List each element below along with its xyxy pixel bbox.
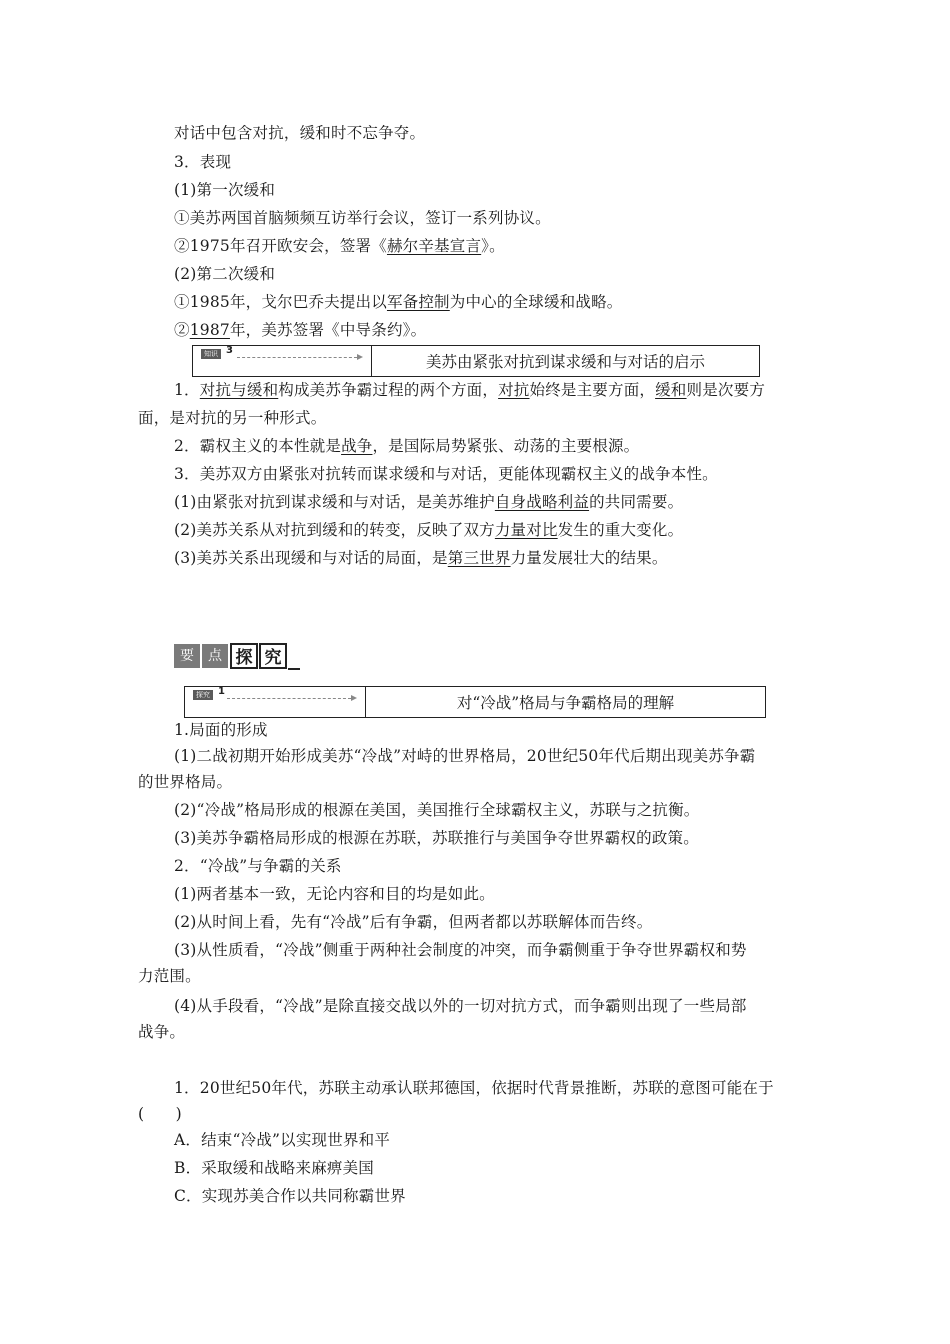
text-span: ②1975年召开欧安会，签署《 (174, 237, 387, 255)
option-c: C．实现苏美合作以共同称霸世界 (174, 1187, 406, 1205)
blank-answer: 1987 (189, 321, 230, 339)
text-line: 战争。 (138, 1023, 186, 1041)
text-line (174, 520, 854, 540)
blank-answer: 自身战略利益 (494, 493, 590, 511)
text-line (174, 292, 854, 312)
text-line: (1)两者基本一致，无论内容和目的均是如此。 (174, 885, 495, 903)
blank-answer: 力量对比 (494, 521, 558, 539)
text-span: 为中心的全球缓和战略。 (449, 293, 623, 311)
blank-answer: 军备控制 (386, 293, 450, 311)
exercise-question: 1．20世纪50年代，苏联主动承认联邦德国，依据时代背景推断，苏联的意图可能在于 (174, 1079, 774, 1097)
text-span: 2．霸权主义的本性就是 (174, 437, 342, 455)
heading-2: 2．“冷战”与争霸的关系 (174, 857, 342, 875)
text-span: 始终是主要方面， (529, 381, 656, 399)
blank-answer: 对抗 (498, 381, 530, 399)
text-span: 构成美苏争霸过程的两个方面， (278, 381, 499, 399)
section-heading (174, 642, 300, 670)
text-line: (3)美苏争霸格局形成的根源在苏联，苏联推行与美国争夺世界霸权的政策。 (174, 829, 699, 847)
text-line: (3)从性质看，“冷战”侧重于两种社会制度的冲突，而争霸侧重于争夺世界霸权和势 (174, 941, 747, 959)
section-char: 探 (230, 643, 258, 669)
section-char: 点 (202, 644, 228, 668)
explore-tag-cell (185, 687, 366, 717)
text-line (174, 320, 854, 340)
explore-title: 对“冷战”格局与争霸格局的理解 (456, 694, 675, 712)
text-line (174, 436, 854, 456)
knowledge-title: 美苏由紧张对抗到谋求缓和与对话的启示 (425, 353, 705, 371)
text-span: (3)美苏关系出现缓和与对话的局面，是 (174, 549, 448, 567)
text-line: 3．美苏双方由紧张对抗转而谋求缓和与对话，更能体现霸权主义的战争本性。 (174, 465, 718, 483)
text-line (174, 380, 854, 400)
text-line: (2)从时间上看，先有“冷战”后有争霸，但两者都以苏联解体而告终。 (174, 913, 653, 931)
text-line (174, 492, 854, 512)
section-char: 要 (174, 644, 200, 668)
blank-answer: 缓和 (655, 381, 687, 399)
knowledge-number: 3 (226, 345, 233, 356)
text-span: 力量发展壮大的结果。 (510, 549, 668, 567)
blank-answer: 对抗与缓和 (199, 381, 279, 399)
heading-3: 3．表现 (174, 153, 232, 171)
heading-1: 1.局面的形成 (174, 721, 268, 739)
text-span: 》。 (481, 237, 505, 255)
text-span: (2)美苏关系从对抗到缓和的转变，反映了双方 (174, 521, 495, 539)
text-span: ①1985年，戈尔巴乔夫提出以 (174, 293, 387, 311)
text-line: 力范围。 (138, 967, 201, 985)
option-a: A．结束“冷战”以实现世界和平 (174, 1131, 391, 1149)
text-line: (2)“冷战”格局形成的根源在美国，美国推行全球霸权主义，苏联与之抗衡。 (174, 801, 700, 819)
text-span: 发生的重大变化。 (557, 521, 684, 539)
text-line (174, 236, 854, 256)
text-line: (1)二战初期开始形成美苏“冷战”对峙的世界格局，20世纪50年代后期出现美苏争霸 (174, 747, 756, 765)
text-span: 1． (174, 381, 200, 399)
text-span: 年，美苏签署《中导条约》。 (229, 321, 427, 339)
text-span: 则是次要方 (686, 381, 766, 399)
arrow-head-icon (357, 354, 363, 360)
knowledge-tag-cell (193, 346, 372, 376)
sub-heading: (1)第一次缓和 (174, 181, 276, 199)
option-b: B．采取缓和战略来麻痹美国 (174, 1159, 374, 1177)
text-span: ② (174, 321, 190, 339)
explore-box (184, 686, 766, 718)
arrow-head-icon (351, 695, 357, 701)
text-span: 的共同需要。 (589, 493, 684, 511)
sub-heading: (2)第二次缓和 (174, 265, 276, 283)
text-line: 的世界格局。 (138, 773, 233, 791)
answer-bracket: ( ) (138, 1105, 182, 1123)
blank-answer: 战争 (341, 437, 373, 455)
text-line: ①美苏两国首脑频频互访举行会议，签订一系列协议。 (174, 209, 551, 227)
text-line: 对话中包含对抗，缓和时不忘争夺。 (174, 124, 426, 142)
arrow-line (237, 357, 357, 358)
knowledge-box (192, 345, 760, 377)
knowledge-tag: 知识 (201, 349, 221, 359)
section-char: 究 (259, 643, 287, 669)
text-line (174, 548, 854, 568)
arrow-line (227, 698, 351, 699)
text-span: (1)由紧张对抗到谋求缓和与对话，是美苏维护 (174, 493, 495, 511)
blank-answer: 赫尔辛基宣言 (386, 237, 482, 255)
text-line: (4)从手段看，“冷战”是除直接交战以外的一切对抗方式，而争霸则出现了一些局部 (174, 997, 747, 1015)
explore-tag: 探究 (193, 690, 213, 700)
blank-answer: 第三世界 (447, 549, 511, 567)
explore-number: 1 (218, 686, 225, 697)
text-line: 面，是对抗的另一种形式。 (138, 409, 327, 427)
section-underline (288, 654, 300, 670)
text-span: ，是国际局势紧张、动荡的主要根源。 (372, 437, 640, 455)
